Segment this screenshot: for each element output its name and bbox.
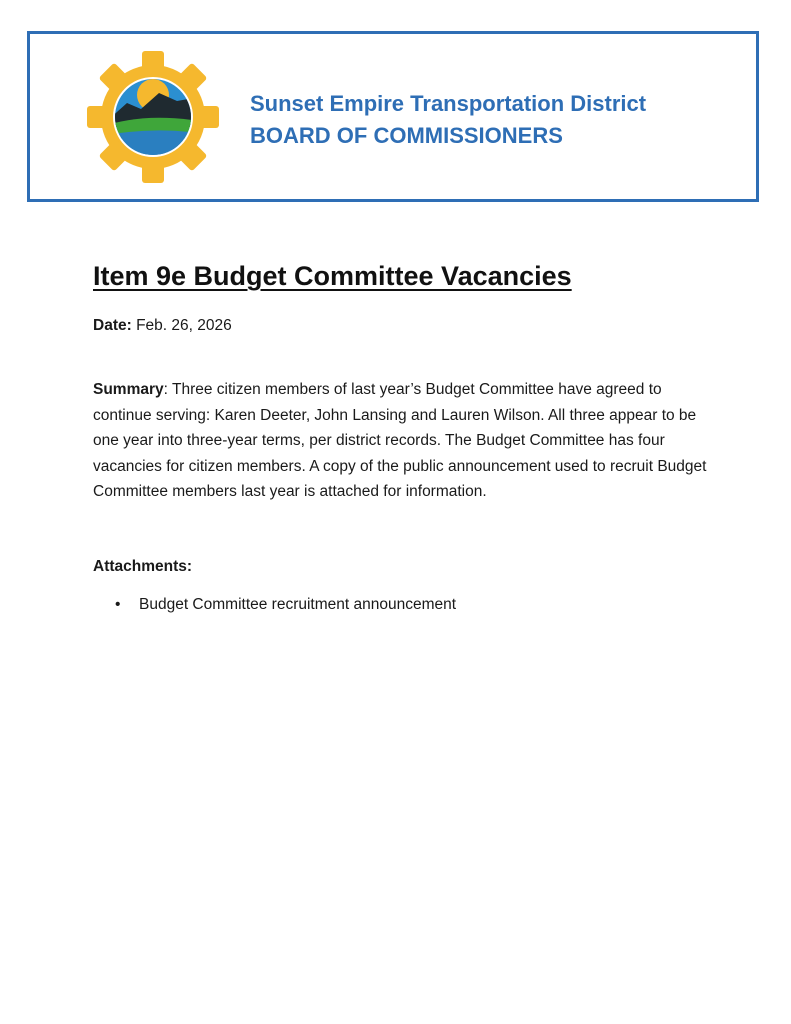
document-title: Item 9e Budget Committee Vacancies [93, 261, 572, 291]
attachment-label: Budget Committee recruitment announcement [139, 596, 457, 613]
attachments-heading: Attachments: [93, 558, 193, 575]
summary-label: Summary [93, 381, 164, 398]
date-value: Feb. 26, 2026 [131, 317, 232, 334]
header-banner [27, 31, 759, 202]
attachments-list [93, 596, 456, 614]
date-label: Date: [93, 317, 132, 334]
date-line [93, 317, 232, 335]
board-name: BOARD OF COMMISSIONERS [250, 123, 563, 148]
summary-paragraph [93, 377, 713, 505]
organization-name: Sunset Empire Transportation District [250, 91, 647, 116]
summary-text: : Three citizen members of last year’s Budget Committee have agreed to continue serving: Karen Deeter, John Lansing and Lauren Wilson. All three appear to be one year into three-year terms, per district records. The Budget Committee has four vacancies for citizen members. A copy of the public announcement used to recruit Budget Committee members last year is attached for information. [93, 381, 707, 501]
bullet-icon: • [115, 596, 121, 613]
list-item [93, 596, 456, 614]
gear-landscape-logo-icon [87, 51, 219, 183]
